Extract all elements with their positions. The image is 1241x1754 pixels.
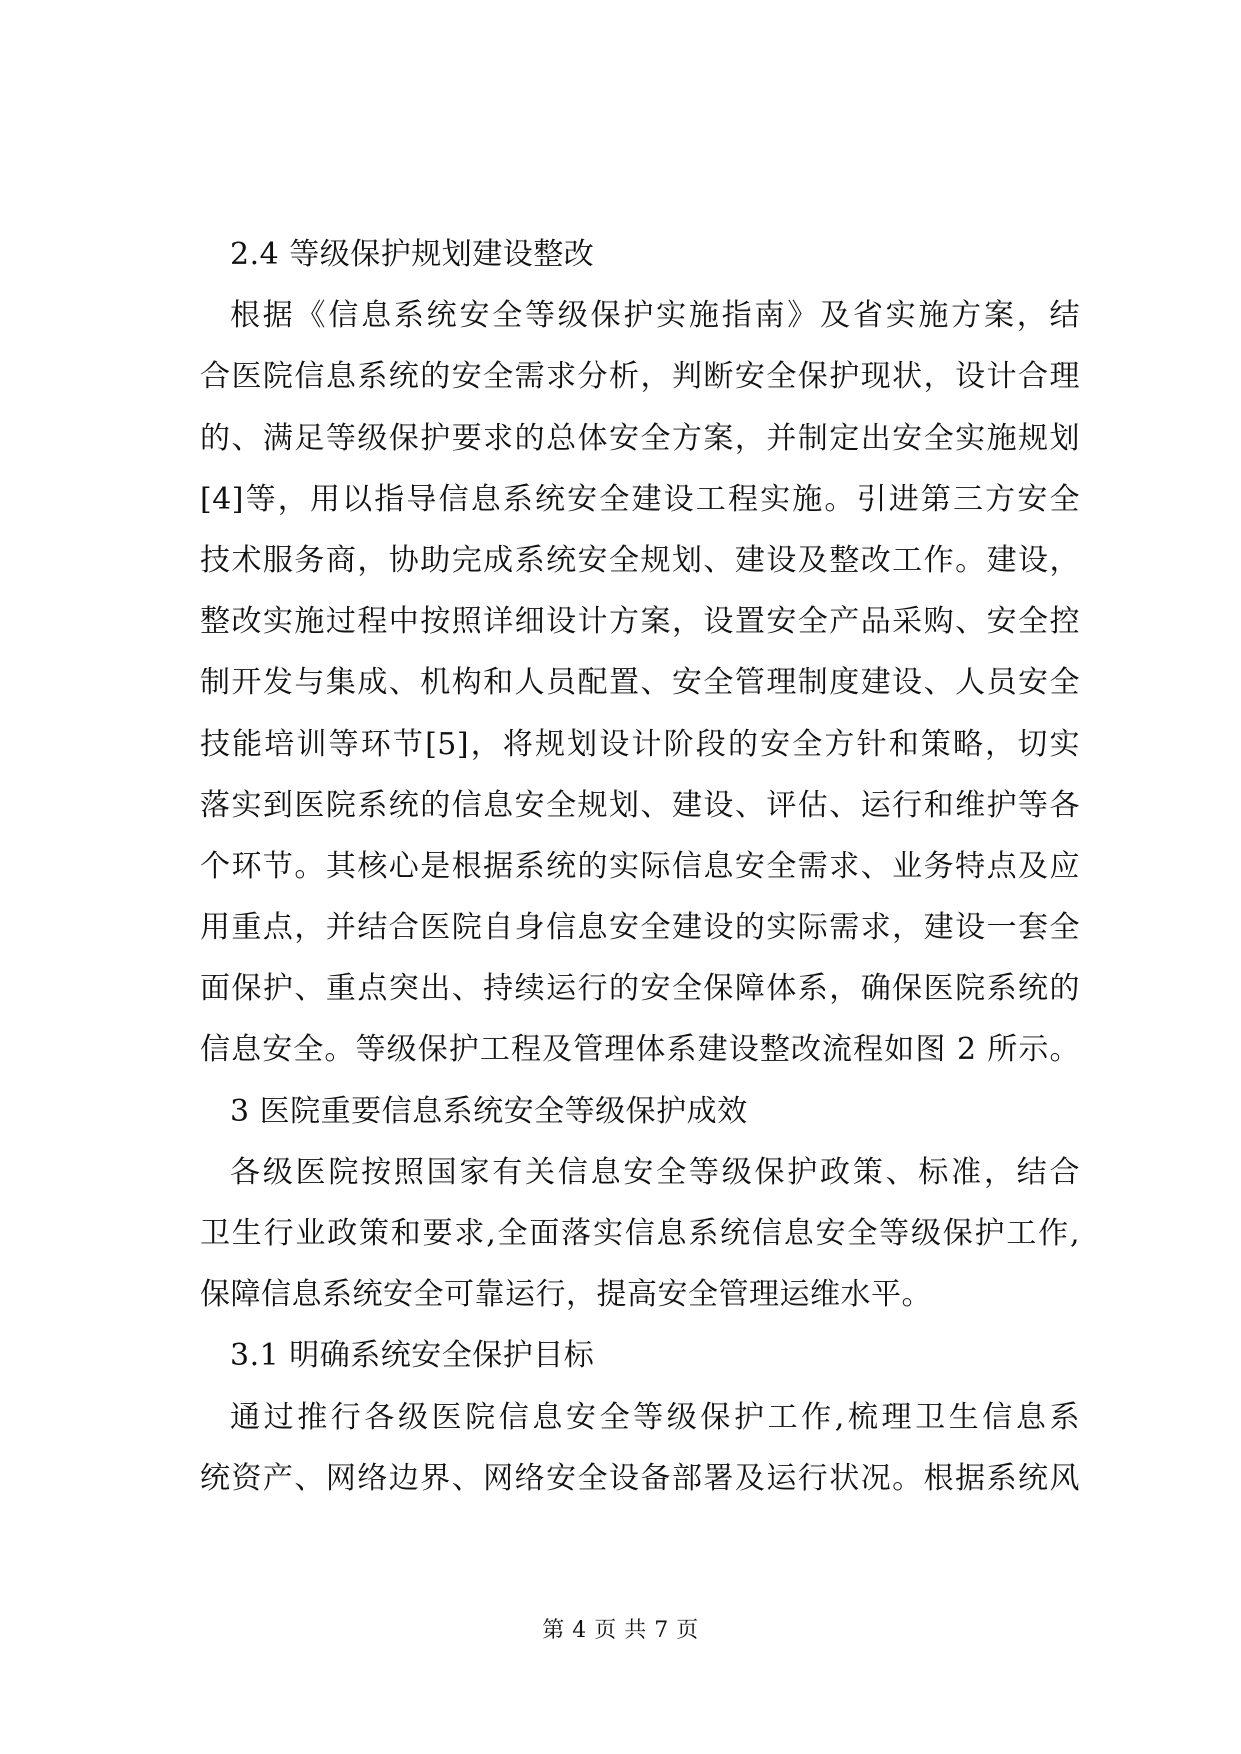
paragraph-line: [4]等，用以指导信息系统安全建设工程实施。引进第三方安全 [200,481,1080,517]
section-heading-2-4: 2.4 等级保护规划建设整改 [230,237,595,272]
paragraph-line: 各级医院按照国家有关信息安全等级保护政策、标准，结合 [230,1154,1080,1190]
section-heading-3: 3 医院重要信息系统安全等级保护成效 [230,1093,748,1129]
paragraph-line: 用重点，并结合医院自身信息安全建设的实际需求，建设一套全 [200,910,1080,946]
paragraph-line: 通过推行各级医院信息安全等级保护工作,梳理卫生信息系 [230,1399,1080,1435]
page-number-footer: 第 4 页 共 7 页 [542,1618,699,1643]
paragraph-line: 信息安全。等级保护工程及管理体系建设整改流程如图 2 所示。 [200,1032,1080,1068]
paragraph-line: 个环节。其核心是根据系统的实际信息安全需求、业务特点及应 [200,848,1080,884]
paragraph-line: 技术服务商，协助完成系统安全规划、建设及整改工作。建设， [200,542,1080,578]
paragraph-line: 面保护、重点突出、持续运行的安全保障体系，确保医院系统的 [200,971,1080,1007]
paragraph-line: 整改实施过程中按照详细设计方案，设置安全产品采购、安全控 [200,604,1080,640]
paragraph-line: 技能培训等环节[5]，将规划设计阶段的安全方针和策略，切实 [200,726,1080,762]
body-text [200,224,1080,1509]
paragraph-line: 根据《信息系统安全等级保护实施指南》及省实施方案，结 [230,298,1080,334]
paragraph-line: 的、满足等级保护要求的总体安全方案，并制定出安全实施规划 [200,420,1080,456]
paragraph-line: 保障信息系统安全可靠运行，提高安全管理运维水平。 [200,1277,932,1313]
paragraph-line: 制开发与集成、机构和人员配置、安全管理制度建设、人员安全 [200,665,1080,701]
paragraph-line: 卫生行业政策和要求,全面落实信息系统信息安全等级保护工作, [200,1216,1080,1251]
paragraph-line: 合医院信息系统的安全需求分析，判断安全保护现状，设计合理 [200,359,1080,395]
section-heading-3-1: 3.1 明确系统安全保护目标 [230,1338,595,1374]
paragraph-line: 统资产、网络边界、网络安全设备部署及运行状况。根据系统风 [200,1460,1080,1496]
paragraph-line: 落实到医院系统的信息安全规划、建设、评估、运行和维护等各 [200,787,1080,823]
